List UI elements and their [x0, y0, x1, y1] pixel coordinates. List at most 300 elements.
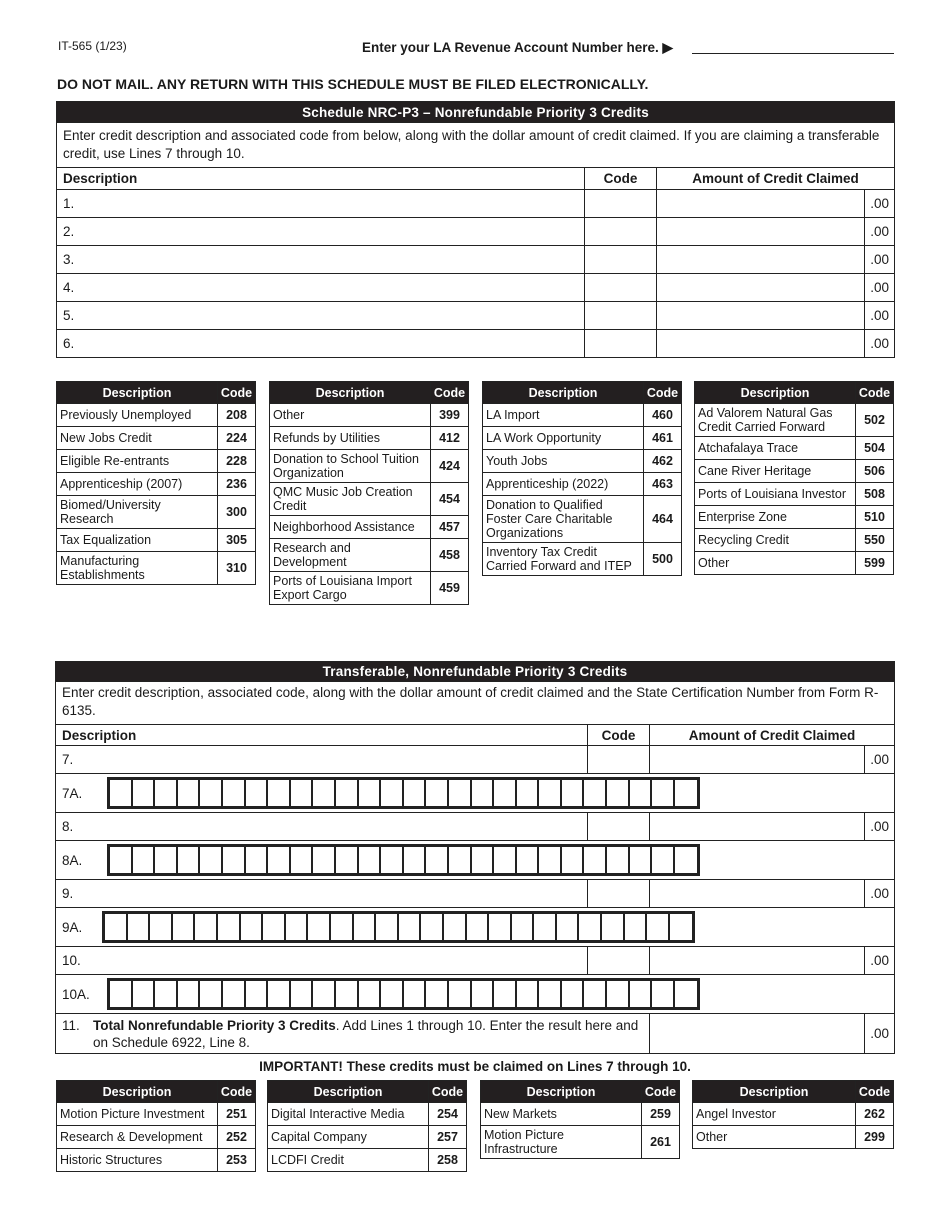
cert-digit-box[interactable]: [517, 981, 540, 1007]
code-table-row: [695, 404, 894, 437]
cert-digit-box[interactable]: [404, 847, 427, 873]
cert-digit-box[interactable]: [178, 847, 201, 873]
line-3-description-input[interactable]: [57, 246, 585, 274]
code-table-row: [483, 496, 682, 543]
credit-description: Cane River Heritage: [695, 460, 856, 483]
cert-digit-box[interactable]: [607, 847, 630, 873]
schedule-line-row: [57, 274, 895, 302]
transferable-line-row: [56, 813, 895, 841]
line-3-cents: .00: [864, 246, 894, 274]
cert-digit-box[interactable]: [308, 914, 331, 940]
credit-code: 310: [218, 552, 256, 585]
credit-code: 506: [856, 460, 894, 483]
schedule-line-row: [57, 190, 895, 218]
code-table-code-header: Code: [431, 382, 469, 404]
line-cents: .00: [864, 746, 894, 774]
certification-row: [56, 841, 895, 880]
cert-digit-box[interactable]: [223, 780, 246, 806]
credit-code: 463: [644, 473, 682, 496]
credit-code: 460: [644, 404, 682, 427]
line-2-code-input[interactable]: [585, 218, 657, 246]
credit-code: 261: [642, 1126, 680, 1159]
credit-code: 550: [856, 529, 894, 552]
cert-digit-box[interactable]: [494, 981, 517, 1007]
cert-digit-box[interactable]: [426, 981, 449, 1007]
certification-row: [56, 975, 895, 1014]
cert-digit-box[interactable]: [246, 780, 269, 806]
line-8-code-input[interactable]: [588, 813, 650, 841]
cert-digit-box[interactable]: [584, 780, 607, 806]
credit-description: Angel Investor: [693, 1103, 856, 1126]
cert-digit-box[interactable]: [472, 780, 495, 806]
cert-digit-box[interactable]: [404, 981, 427, 1007]
cert-digit-box[interactable]: [331, 914, 354, 940]
credit-code: 500: [644, 543, 682, 576]
credit-description: Digital Interactive Media: [268, 1103, 429, 1126]
schedule-line-row: [57, 246, 895, 274]
line-number: 2.: [63, 224, 75, 239]
certification-number-cell: [56, 975, 895, 1014]
transferable-line-row: [56, 880, 895, 908]
account-number-field[interactable]: [692, 53, 894, 54]
code-table-row: [57, 404, 256, 427]
line-6-code-input[interactable]: [585, 330, 657, 358]
cert-digit-box[interactable]: [562, 780, 585, 806]
line-11-cents: .00: [864, 1014, 894, 1054]
cert-digit-box[interactable]: [675, 981, 698, 1007]
cert-digit-box[interactable]: [652, 981, 675, 1007]
cert-digit-box[interactable]: [517, 780, 540, 806]
cert-digit-box[interactable]: [313, 981, 336, 1007]
credit-description: Recycling Credit: [695, 529, 856, 552]
cert-digit-box[interactable]: [584, 847, 607, 873]
line-5-amount-input[interactable]: [657, 302, 865, 330]
cert-digit-box[interactable]: [675, 847, 698, 873]
line-3-amount-input[interactable]: [657, 246, 865, 274]
cert-digit-box[interactable]: [241, 914, 264, 940]
cert-digit-box[interactable]: [399, 914, 422, 940]
cert-label: 7A.: [62, 785, 83, 801]
cert-digit-box[interactable]: [268, 847, 291, 873]
cert-digit-box[interactable]: [195, 914, 218, 940]
cert-digit-box[interactable]: [602, 914, 625, 940]
cert-label: 10A.: [62, 986, 90, 1002]
credit-description: Previously Unemployed: [57, 404, 218, 427]
certification-number-cell: [56, 908, 895, 947]
code-table-code-header: Code: [642, 1081, 680, 1103]
line-3-code-input[interactable]: [585, 246, 657, 274]
cert-digit-box[interactable]: [286, 914, 309, 940]
credit-description: QMC Music Job Creation Credit: [270, 483, 431, 516]
line-4-code-input[interactable]: [585, 274, 657, 302]
cert-digit-box[interactable]: [670, 914, 693, 940]
state-certification-number-input[interactable]: [107, 844, 700, 876]
credit-description: Inventory Tax Credit Carried Forward and ITEP: [483, 543, 644, 576]
cert-label: 8A.: [62, 852, 83, 868]
cert-digit-box[interactable]: [268, 780, 291, 806]
credit-description: Research & Development: [57, 1126, 218, 1149]
cert-digit-box[interactable]: [376, 914, 399, 940]
credit-code: 299: [856, 1126, 894, 1149]
credit-description: Eligible Re-entrants: [57, 450, 218, 473]
cert-digit-box[interactable]: [494, 780, 517, 806]
cert-digit-box[interactable]: [449, 847, 472, 873]
cert-digit-box[interactable]: [291, 981, 314, 1007]
code-table-row: [57, 450, 256, 473]
line-11-title: Total Nonrefundable Priority 3 Credits: [93, 1017, 336, 1033]
certification-row: [56, 774, 895, 813]
credit-code: 459: [431, 572, 469, 605]
cert-digit-box[interactable]: [354, 914, 377, 940]
line-1-code-input[interactable]: [585, 190, 657, 218]
credit-description: Research and Development: [270, 539, 431, 572]
line-number: 8.: [62, 819, 74, 834]
cert-digit-box[interactable]: [133, 780, 156, 806]
cert-digit-box[interactable]: [652, 780, 675, 806]
schedule-line-row: [57, 330, 895, 358]
electronic-filing-notice: DO NOT MAIL. ANY RETURN WITH THIS SCHEDULE MUST BE FILED ELECTRONICALLY.: [57, 76, 649, 92]
code-table-row: [268, 1103, 467, 1126]
cert-digit-box[interactable]: [200, 780, 223, 806]
code-table-row: [483, 450, 682, 473]
col-code: Code: [588, 725, 650, 746]
credit-code-table: [482, 381, 682, 576]
line-8-description-input[interactable]: [56, 813, 588, 841]
line-10-description-input[interactable]: [56, 947, 588, 975]
cert-digit-box[interactable]: [675, 780, 698, 806]
credit-description: Ad Valorem Natural Gas Credit Carried Forward: [695, 404, 856, 437]
cert-digit-box[interactable]: [557, 914, 580, 940]
code-table-code-header: Code: [856, 382, 894, 404]
cert-digit-box[interactable]: [584, 981, 607, 1007]
cert-digit-box[interactable]: [133, 847, 156, 873]
state-certification-number-input[interactable]: [107, 777, 700, 809]
line-2-cents: .00: [864, 218, 894, 246]
cert-digit-box[interactable]: [246, 981, 269, 1007]
line-9-amount-input[interactable]: [650, 880, 865, 908]
code-table-code-header: Code: [644, 382, 682, 404]
cert-digit-box[interactable]: [263, 914, 286, 940]
line-number: 6.: [63, 336, 75, 351]
cert-digit-box[interactable]: [489, 914, 512, 940]
code-table-row: [483, 473, 682, 496]
cert-digit-box[interactable]: [359, 780, 382, 806]
line-11-label: [56, 1014, 650, 1054]
cert-digit-box[interactable]: [178, 780, 201, 806]
code-table-row: [57, 1149, 256, 1172]
credit-code-table: [56, 1080, 256, 1172]
cert-digit-box[interactable]: [625, 914, 648, 940]
cert-digit-box[interactable]: [155, 981, 178, 1007]
code-table-row: [268, 1126, 467, 1149]
cert-digit-box[interactable]: [467, 914, 490, 940]
code-table-row: [270, 572, 469, 605]
cert-digit-box[interactable]: [313, 780, 336, 806]
code-table-row: [695, 552, 894, 575]
cert-digit-box[interactable]: [607, 981, 630, 1007]
line-8-amount-input[interactable]: [650, 813, 865, 841]
transferable-instructions: Enter credit description, associated code, along with the dollar amount of credit claimed and the State Certification Number from Form R-6135.: [56, 682, 895, 725]
code-table-desc-header: Description: [268, 1081, 429, 1103]
line-1-amount-input[interactable]: [657, 190, 865, 218]
state-certification-number-input[interactable]: [102, 911, 695, 943]
cert-digit-box[interactable]: [155, 847, 178, 873]
cert-digit-box[interactable]: [105, 914, 128, 940]
col-description: Description: [57, 168, 585, 190]
cert-digit-box[interactable]: [630, 847, 653, 873]
cert-digit-box[interactable]: [291, 780, 314, 806]
code-table-row: [57, 529, 256, 552]
line-cents: .00: [864, 947, 894, 975]
credit-code-table: [267, 1080, 467, 1172]
cert-digit-box[interactable]: [128, 914, 151, 940]
line-6-description-input[interactable]: [57, 330, 585, 358]
cert-digit-box[interactable]: [539, 981, 562, 1007]
credit-description: Apprenticeship (2007): [57, 473, 218, 496]
credit-code: 257: [429, 1126, 467, 1149]
line-number: 1.: [63, 196, 75, 211]
code-table-row: [695, 483, 894, 506]
cert-digit-box[interactable]: [444, 914, 467, 940]
credit-code-table: [269, 381, 469, 605]
cert-digit-box[interactable]: [268, 981, 291, 1007]
cert-digit-box[interactable]: [579, 914, 602, 940]
cert-digit-box[interactable]: [562, 981, 585, 1007]
cert-digit-box[interactable]: [110, 780, 133, 806]
line-9-description-input[interactable]: [56, 880, 588, 908]
line-number: 9.: [62, 886, 74, 901]
cert-digit-box[interactable]: [404, 780, 427, 806]
cert-digit-box[interactable]: [223, 847, 246, 873]
line-6-amount-input[interactable]: [657, 330, 865, 358]
credit-code: 412: [431, 427, 469, 450]
cert-digit-box[interactable]: [472, 847, 495, 873]
code-table-row: [270, 516, 469, 539]
cert-digit-box[interactable]: [472, 981, 495, 1007]
cert-digit-box[interactable]: [336, 981, 359, 1007]
line-9-code-input[interactable]: [588, 880, 650, 908]
transferable-line-row: [56, 947, 895, 975]
cert-digit-box[interactable]: [449, 780, 472, 806]
cert-digit-box[interactable]: [110, 847, 133, 873]
cert-digit-box[interactable]: [562, 847, 585, 873]
line-11-amount-input[interactable]: [650, 1014, 865, 1054]
line-number: 7.: [62, 752, 74, 767]
credit-code: 251: [218, 1103, 256, 1126]
cert-digit-box[interactable]: [313, 847, 336, 873]
code-table-row: [695, 506, 894, 529]
credit-description: Donation to School Tuition Organization: [270, 450, 431, 483]
code-table-row: [693, 1126, 894, 1149]
cert-digit-box[interactable]: [291, 847, 314, 873]
cert-digit-box[interactable]: [534, 914, 557, 940]
credit-description: Other: [270, 404, 431, 427]
code-table-row: [481, 1126, 680, 1159]
credit-code: 258: [429, 1149, 467, 1172]
cert-digit-box[interactable]: [381, 847, 404, 873]
col-code: Code: [585, 168, 657, 190]
code-table-desc-header: Description: [57, 1081, 218, 1103]
cert-digit-box[interactable]: [150, 914, 173, 940]
credit-code: 464: [644, 496, 682, 543]
credit-description: Neighborhood Assistance: [270, 516, 431, 539]
cert-digit-box[interactable]: [630, 780, 653, 806]
credit-description: Manufacturing Establishments: [57, 552, 218, 585]
code-table-desc-header: Description: [481, 1081, 642, 1103]
cert-digit-box[interactable]: [539, 780, 562, 806]
line-cents: .00: [864, 813, 894, 841]
line-cents: .00: [864, 880, 894, 908]
credit-description: Other: [693, 1126, 856, 1149]
credit-description: Motion Picture Infrastructure: [481, 1126, 642, 1159]
credit-description: Enterprise Zone: [695, 506, 856, 529]
credit-code: 228: [218, 450, 256, 473]
cert-digit-box[interactable]: [426, 847, 449, 873]
credit-code: 502: [856, 404, 894, 437]
schedule-title: Schedule NRC-P3 – Nonrefundable Priority 3 Credits: [57, 102, 895, 123]
certification-row: [56, 908, 895, 947]
cert-digit-box[interactable]: [449, 981, 472, 1007]
cert-digit-box[interactable]: [359, 981, 382, 1007]
cert-digit-box[interactable]: [607, 780, 630, 806]
credit-code: 259: [642, 1103, 680, 1126]
schedule-line-row: [57, 302, 895, 330]
line-4-amount-input[interactable]: [657, 274, 865, 302]
cert-digit-box[interactable]: [223, 981, 246, 1007]
cert-digit-box[interactable]: [359, 847, 382, 873]
credit-code: 462: [644, 450, 682, 473]
cert-digit-box[interactable]: [178, 981, 201, 1007]
credit-description: Other: [695, 552, 856, 575]
line-10-amount-input[interactable]: [650, 947, 865, 975]
credit-description: Ports of Louisiana Investor: [695, 483, 856, 506]
code-table-desc-header: Description: [270, 382, 431, 404]
col-amount: Amount of Credit Claimed: [650, 725, 895, 746]
line-number: 10.: [62, 953, 81, 968]
account-number-prompt: Enter your LA Revenue Account Number here. ▶: [362, 40, 673, 55]
code-table-code-header: Code: [218, 1081, 256, 1103]
line-5-code-input[interactable]: [585, 302, 657, 330]
credit-code: 254: [429, 1103, 467, 1126]
schedule-instructions: Enter credit description and associated code from below, along with the dollar amount of credit claimed. If you are claiming a transferable credit, use Lines 7 through 10.: [57, 123, 895, 168]
code-table-row: [57, 496, 256, 529]
credit-code: 457: [431, 516, 469, 539]
cert-digit-box[interactable]: [512, 914, 535, 940]
credit-description: New Jobs Credit: [57, 427, 218, 450]
cert-digit-box[interactable]: [336, 847, 359, 873]
line-4-description-input[interactable]: [57, 274, 585, 302]
line-2-amount-input[interactable]: [657, 218, 865, 246]
cert-digit-box[interactable]: [381, 780, 404, 806]
transferable-credits-table: [55, 661, 895, 1054]
code-table-row: [483, 543, 682, 576]
credit-description: Historic Structures: [57, 1149, 218, 1172]
line-number: 4.: [63, 280, 75, 295]
credit-code: 208: [218, 404, 256, 427]
line-7-code-input[interactable]: [588, 746, 650, 774]
credit-code: 262: [856, 1103, 894, 1126]
credit-description: LA Import: [483, 404, 644, 427]
credit-description: New Markets: [481, 1103, 642, 1126]
code-table-row: [270, 404, 469, 427]
transferable-line-row: [56, 746, 895, 774]
credit-code: 224: [218, 427, 256, 450]
line-7-description-input[interactable]: [56, 746, 588, 774]
code-table-code-header: Code: [218, 382, 256, 404]
credit-code: 508: [856, 483, 894, 506]
credit-description: Atchafalaya Trace: [695, 437, 856, 460]
code-table-row: [481, 1103, 680, 1126]
credit-code: 458: [431, 539, 469, 572]
code-table-row: [270, 427, 469, 450]
code-table-row: [57, 552, 256, 585]
code-table-row: [57, 1126, 256, 1149]
code-table-row: [57, 1103, 256, 1126]
line-11-number: 11.: [62, 1017, 80, 1033]
credit-description: Tax Equalization: [57, 529, 218, 552]
form-number: IT-565 (1/23): [58, 39, 127, 53]
line-11-instructions: . Add Lines 1 through 10. Enter the result here and on Schedule 6922, Line 8.: [93, 1017, 639, 1050]
cert-digit-box[interactable]: [494, 847, 517, 873]
credit-code: 504: [856, 437, 894, 460]
line-5-description-input[interactable]: [57, 302, 585, 330]
cert-digit-box[interactable]: [630, 981, 653, 1007]
cert-digit-box[interactable]: [652, 847, 675, 873]
credit-description: Motion Picture Investment: [57, 1103, 218, 1126]
code-table-row: [57, 427, 256, 450]
state-certification-number-input[interactable]: [107, 978, 700, 1010]
cert-digit-box[interactable]: [426, 780, 449, 806]
code-table-row: [693, 1103, 894, 1126]
credit-code-table: [694, 381, 894, 575]
cert-digit-box[interactable]: [381, 981, 404, 1007]
credit-description: Donation to Qualified Foster Care Charitable Organizations: [483, 496, 644, 543]
cert-digit-box[interactable]: [200, 981, 223, 1007]
line-7-amount-input[interactable]: [650, 746, 865, 774]
code-table-row: [695, 529, 894, 552]
code-table-row: [268, 1149, 467, 1172]
code-table-desc-header: Description: [483, 382, 644, 404]
line-1-description-input[interactable]: [57, 190, 585, 218]
cert-digit-box[interactable]: [200, 847, 223, 873]
line-2-description-input[interactable]: [57, 218, 585, 246]
cert-digit-box[interactable]: [133, 981, 156, 1007]
code-table-code-header: Code: [429, 1081, 467, 1103]
code-table-row: [483, 404, 682, 427]
credit-code: 454: [431, 483, 469, 516]
cert-digit-box[interactable]: [155, 780, 178, 806]
credit-code: 253: [218, 1149, 256, 1172]
cert-digit-box[interactable]: [110, 981, 133, 1007]
cert-digit-box[interactable]: [539, 847, 562, 873]
col-amount: Amount of Credit Claimed: [657, 168, 895, 190]
cert-digit-box[interactable]: [246, 847, 269, 873]
line-5-cents: .00: [864, 302, 894, 330]
cert-digit-box[interactable]: [421, 914, 444, 940]
credit-code: 399: [431, 404, 469, 427]
credit-description: LCDFI Credit: [268, 1149, 429, 1172]
cert-digit-box[interactable]: [173, 914, 196, 940]
code-table-desc-header: Description: [695, 382, 856, 404]
cert-label: 9A.: [62, 919, 83, 935]
cert-digit-box[interactable]: [517, 847, 540, 873]
line-10-code-input[interactable]: [588, 947, 650, 975]
cert-digit-box[interactable]: [336, 780, 359, 806]
code-table-row: [695, 437, 894, 460]
cert-digit-box[interactable]: [218, 914, 241, 940]
cert-digit-box[interactable]: [647, 914, 670, 940]
certification-number-cell: [56, 774, 895, 813]
